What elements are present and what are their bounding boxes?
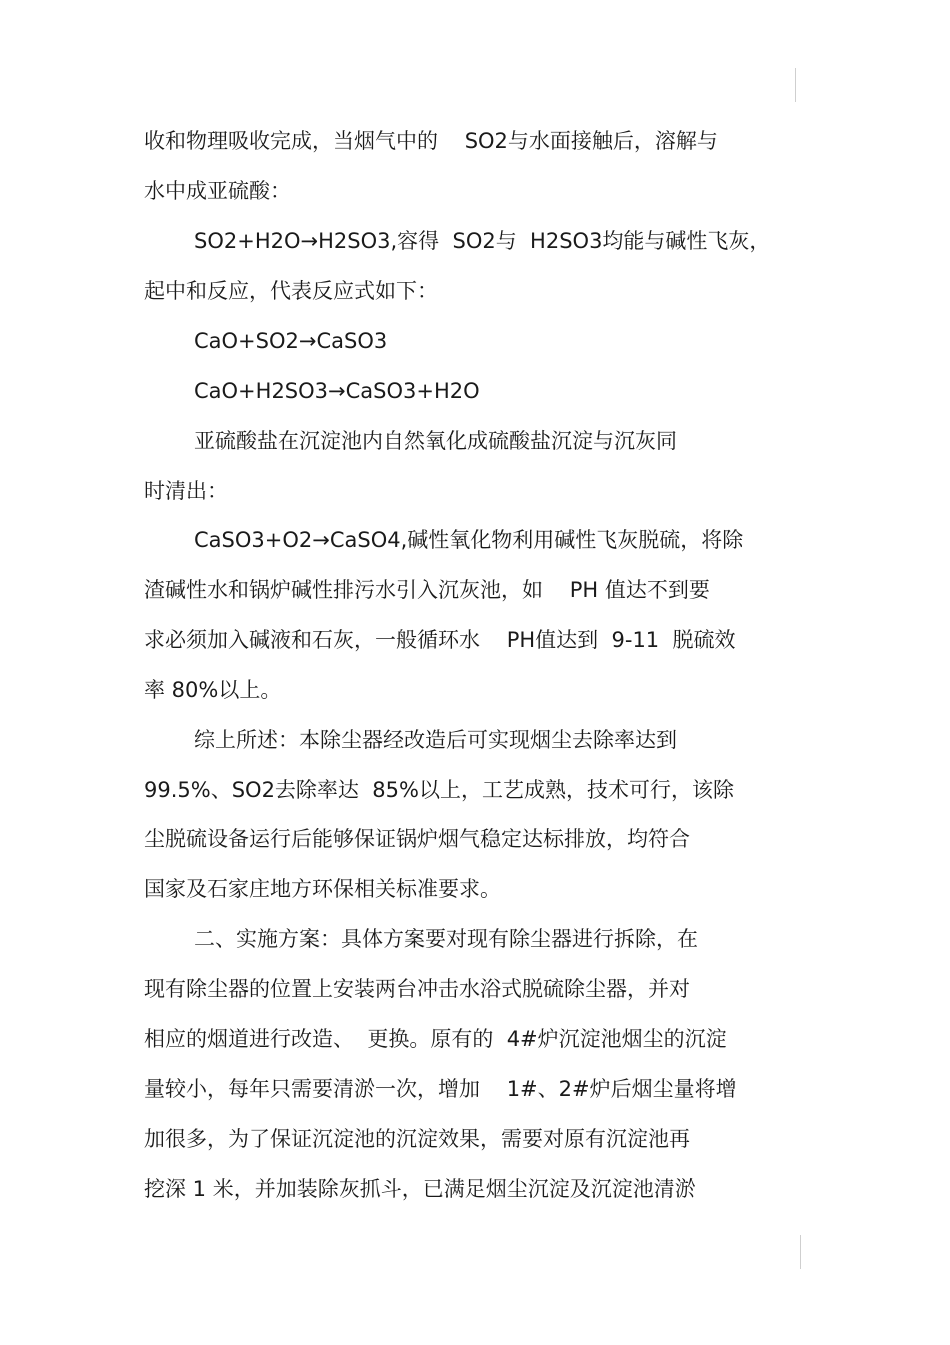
text-line-15: 尘脱硫设备运行后能够保证锅炉烟气稳定达标排放，均符合 [144, 827, 690, 851]
text-line-7: 亚硫酸盐在沉淀池内自然氧化成硫酸盐沉淀与沉灰同 [194, 429, 677, 453]
text-line-21: 加很多，为了保证沉淀池的沉淀效果，需要对原有沉淀池再 [144, 1127, 690, 1151]
text-line-8: 时清出： [144, 479, 228, 503]
text-line-14: 99.5%、SO2去除率达 85%以上，工艺成熟，技术可行，该除 [144, 778, 734, 802]
text-line-22: 挖深 1 米，并加装除灰抓斗，已满足烟尘沉淀及沉淀池清淤 [144, 1177, 696, 1201]
text-line-20: 量较小，每年只需要清淤一次，增加 1#、2#炉后烟尘量将增 [144, 1077, 737, 1101]
equation-2: CaO+H2SO3→CaSO3+H2O [194, 379, 480, 403]
text-line-18: 现有除尘器的位置上安装两台冲击水浴式脱硫除尘器，并对 [144, 977, 690, 1001]
section-heading-line: 二、实施方案：具体方案要对现有除尘器进行拆除，在 [194, 927, 698, 951]
equation-1: CaO+SO2→CaSO3 [194, 329, 388, 353]
text-line-2: 水中成亚硫酸： [144, 179, 291, 203]
text-line-16: 国家及石家庄地方环保相关标准要求。 [144, 877, 501, 901]
text-line-13: 综上所述：本除尘器经改造后可实现烟尘去除率达到 [194, 728, 677, 752]
text-line-19: 相应的烟道进行改造、 更换。原有的 4#炉沉淀池烟尘的沉淀 [144, 1027, 727, 1051]
text-line-3: SO2+H2O→H2SO3,容得 SO2与 H2SO3均能与碱性飞灰， [194, 229, 771, 253]
text-line-11: 求必须加入碱液和石灰，一般循环水 PH值达到 9-11 脱硫效 [144, 628, 736, 652]
text-line-9: CaSO3+O2→CaSO4,碱性氧化物利用碱性飞灰脱硫，将除 [194, 528, 744, 552]
text-line-10: 渣碱性水和锅炉碱性排污水引入沉灰池，如 PH 值达不到要 [144, 578, 710, 602]
top-margin-mark [795, 68, 796, 102]
bottom-margin-mark [800, 1235, 801, 1269]
text-line-4: 起中和反应，代表反应式如下： [144, 279, 438, 303]
text-line-1: 收和物理吸收完成，当烟气中的 SO2与水面接触后，溶解与 [144, 129, 718, 153]
text-line-12: 率 80%以上。 [144, 678, 282, 702]
